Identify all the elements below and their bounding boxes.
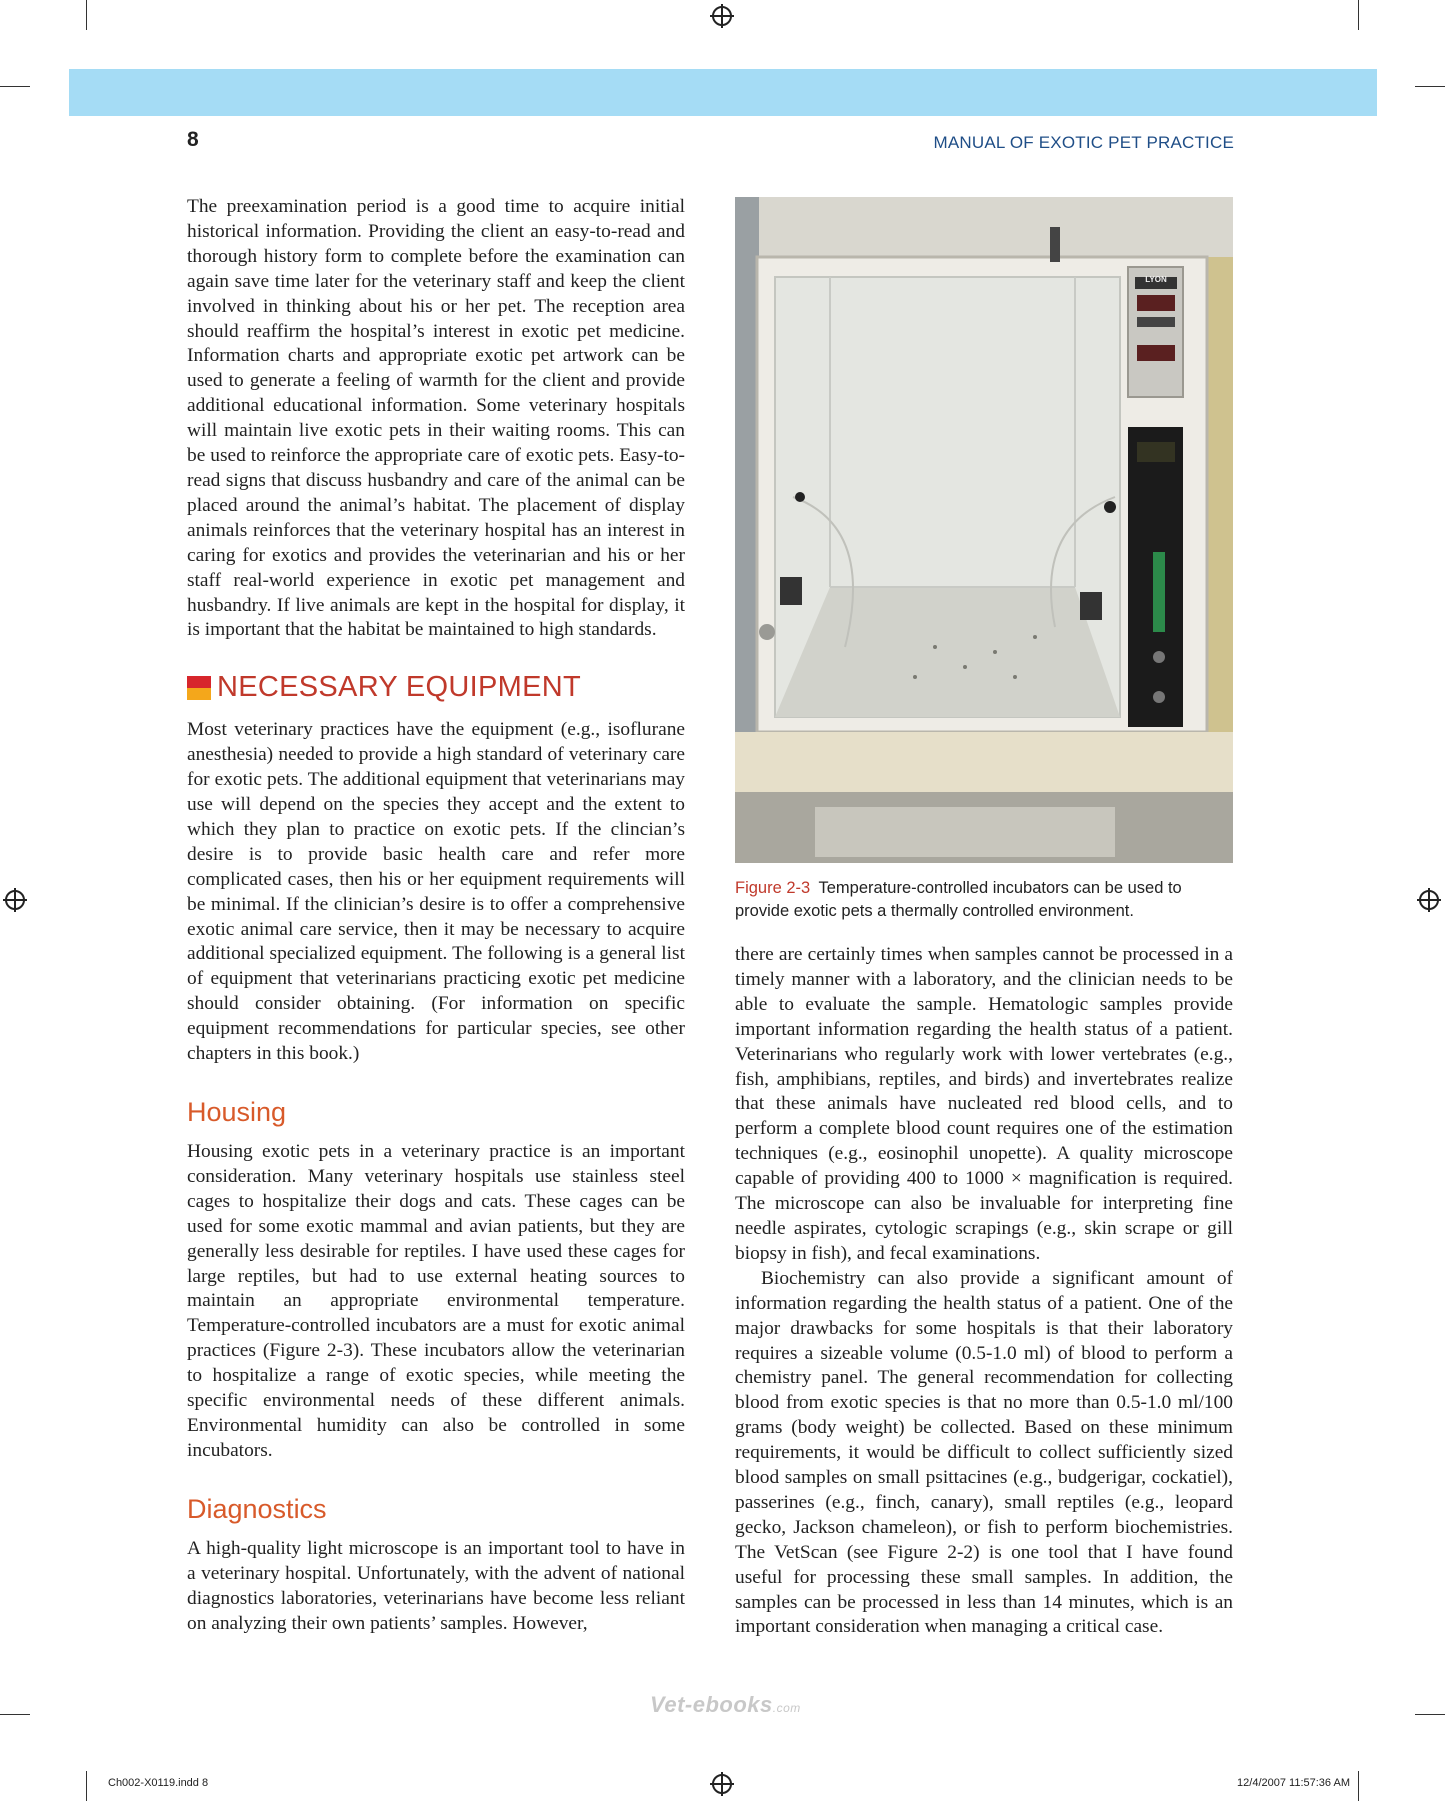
watermark-text: Vet-ebooks [650,1692,773,1717]
biochemistry-paragraph: Biochemistry can also provide a significant amount of information regarding the health status of a patient. One of the major drawbacks for some hospitals is that their laboratory requires a sizeable volume (0.5-1.0 ml) of blood to perform a chemistry panel. The general recommendation for collecting blood from exotic species is that no more than 0.5-1.0 ml/100 grams (body weight) be collected. Based on these minimum requirements, it would be difficult to collect sufficiently sized blood samples on small psittacines (e.g., budgerigar, cockatiel), passerines (e.g., finch, canary), small reptiles (e.g., leopard gecko, Jackson chameleon), or fish to perform biochemistries. The VetScan (see Figure 2-2) is one tool that I have found useful for processing these small samples. In addition, the samples can be processed in less than 14 minutes, which is an important consideration when managing a critical case. [735,1267,1233,1638]
figure-caption [735,877,1233,923]
crop-mark [1358,0,1359,30]
crop-mark [86,1771,87,1801]
figure-label: Figure 2-3 [735,879,811,897]
figure-caption-text: Temperature-controlled incubators can be used to provide exotic pets a thermally controlled environment. [735,879,1182,920]
crop-mark [1415,86,1445,87]
crop-mark [1415,1714,1445,1715]
section-heading [187,671,685,704]
registration-mark-icon [5,890,25,910]
registration-mark-icon [712,6,732,26]
incubator-illustration [735,197,1233,863]
crop-mark [0,1714,30,1715]
page-number: 8 [187,128,199,151]
crop-mark [0,86,30,87]
diagnostics-paragraph: A high-quality light microscope is an important tool to have in a veterinary hospital. Unfortunately, with the advent of national diagnostics laboratories, veterinarians have become less reliant on analyzing their own patients’ samples. However, [187,1537,685,1634]
heading-marker-icon [187,676,211,700]
left-column [187,195,685,1636]
registration-mark-icon [1419,890,1439,910]
header-band [69,69,1377,116]
equipment-paragraph: Most veterinary practices have the equipment (e.g., isoflurane anesthesia) needed to provide a high standard of veterinary care for exotic pets. The additional equipment that veterinarians may use will depend on the species they accept and the extent to which they plan to practice on exotic pets. If the clincian’s desire is to provide basic health care and refer more complicated cases, then his or her equipment requirements will be minimal. If the clinician’s desire is to offer a comprehensive exotic animal care service, then it may be necessary to acquire additional specialized equipment. The following is a general list of equipment that veterinarians practicing exotic pet medicine should consider obtaining. (For information on specific equipment recommendations for particular species, see other chapters in this book.) [187,719,685,1065]
watermark-suffix: .com [772,1701,801,1715]
section-heading-text: NECESSARY EQUIPMENT [217,671,581,704]
panel-brand-label: LYON [1145,275,1167,284]
registration-mark-icon [712,1774,732,1794]
diagnostics-heading: Diagnostics [187,1493,327,1524]
incubator-photo [735,197,1233,863]
right-column [735,943,1233,1640]
housing-heading: Housing [187,1097,287,1127]
housing-paragraph: Housing exotic pets in a veterinary practice is an important consideration. Many veterinary hospitals use stainless steel cages to hospitalize their dogs and cats. These cages can be used for some exotic mammal and avian patients, but they are generally less desirable for reptiles. I have used these cages for large reptiles, but had to use external heating sources to maintain an appropriate environmental temperature. Temperature-controlled incubators are a must for exotic animal practices (Figure 2-3). These incubators allow the veterinarian to hospitalize a range of exotic species, while meeting the specific environmental needs of these different animals. Environmental humidity can also be controlled in some incubators. [187,1141,685,1461]
intro-paragraph: The preexamination period is a good time to acquire initial historical information. Providing the client an easy-to-read and thorough history form to complete before the examination can again save time later for the veterinary staff and keep the client involved in thinking about his or her pet. The reception area should reaffirm the hospital’s interest in exotic pet medicine. Information charts and appropriate exotic pet artwork can be used to generate a feeling of warmth for the client and provide additional educational information. Some veterinary hospitals will maintain live exotic pets in their waiting rooms. This can be used to reinforce the appropriate care of exotic pets. Easy-to-read signs that discuss husbandry and care of the animal can be placed around the animal’s habitat. The placement of display animals reinforces that the veterinary hospital has an interest in caring for exotics and provides the veterinarian and his or her staff real-world experience in exotic pet management and husbandry. If live animals are kept in the hospital for display, it is important that the habitat be maintained to high standards. [187,196,685,641]
running-title: MANUAL OF EXOTIC PET PRACTICE [933,133,1234,152]
timestamp-slug: 12/4/2007 11:57:36 AM [1237,1777,1350,1789]
continued-paragraph: there are certainly times when samples cannot be processed in a timely manner with a laboratory, and the clinician needs to be able to evaluate the sample. Hematologic samples provide important information regarding the health status of a patient. Veterinarians who regularly work with lower vertebrates (e.g., fish, amphibians, reptiles, and birds) and invertebrates realize that these animals have nucleated red blood cells, and to perform a complete blood count requires one of the estimation techniques (e.g., eosinophil unopette). A quality microscope capable of providing 400 to 1000 × magnification is required. The microscope can also be invaluable for interpreting fine needle aspirates, cytologic scrapings (e.g., skin scrape or gill biopsy in fish), and fecal examinations. [735,944,1233,1264]
file-slug: Ch002-X0119.indd 8 [108,1777,209,1789]
crop-mark [86,0,87,30]
crop-mark [1358,1771,1359,1801]
watermark [650,1692,801,1718]
